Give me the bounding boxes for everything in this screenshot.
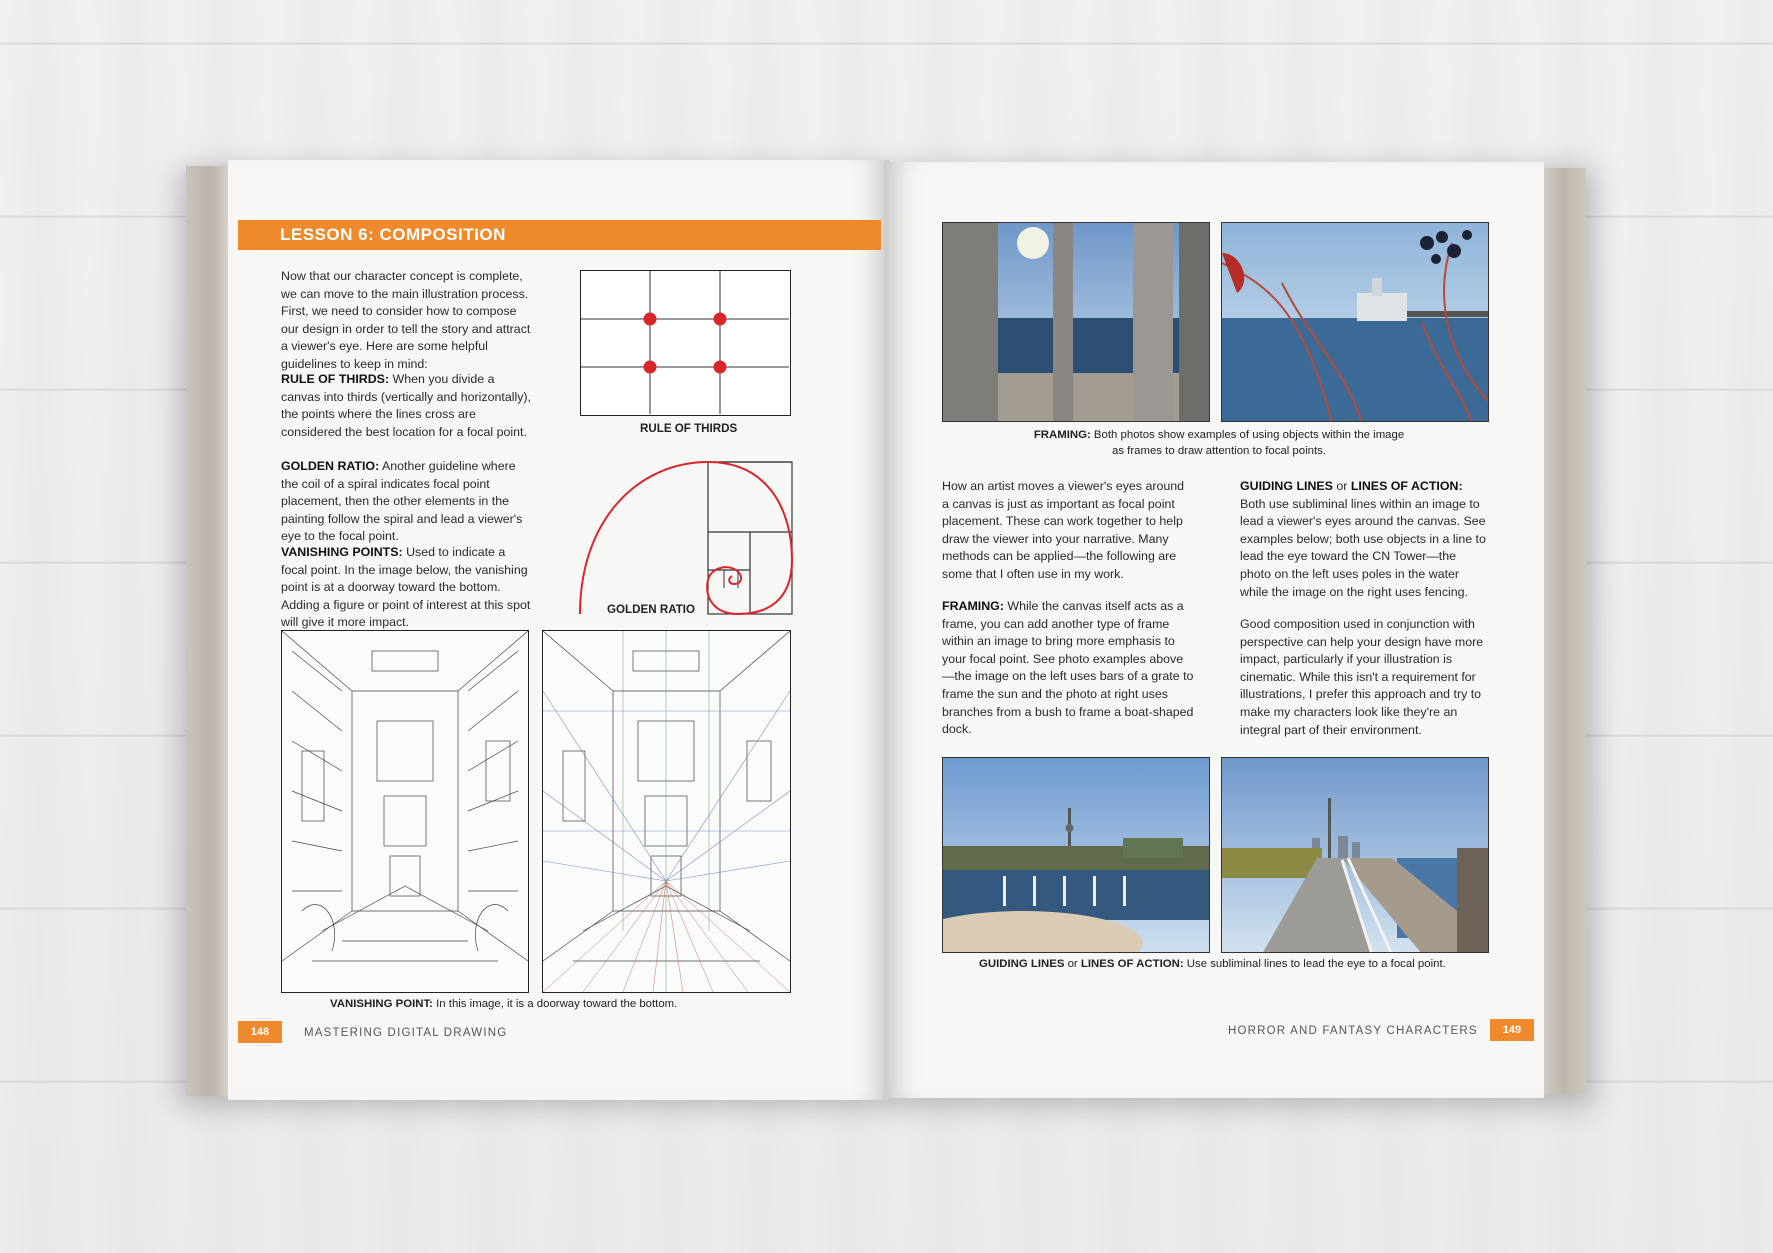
rule-of-thirds-caption: RULE OF THIRDS (640, 422, 738, 435)
framing-caption-body: Both photos show examples of using objects within the image as frames to draw attention to focal points. (1090, 429, 1405, 457)
golden-spiral (580, 462, 792, 614)
rule-of-thirds-grid (581, 271, 789, 414)
poles-photo-art (943, 758, 1210, 953)
page-edges-right (1540, 168, 1586, 1094)
lesson-banner (238, 220, 881, 250)
golden-ratio-paragraph (281, 458, 533, 546)
golden-ratio-heading: GOLDEN RATIO: (281, 459, 380, 473)
framing-caption-heading: FRAMING: (1033, 429, 1091, 441)
bottom-caption-heading-b: LINES OF ACTION: (1080, 958, 1184, 970)
page-number-left: 148 (238, 1021, 282, 1043)
right-page (884, 162, 1544, 1098)
alley-illustration-plain (281, 630, 529, 993)
vanishing-point-caption (330, 998, 677, 1010)
guiding-lines-photo-poles (942, 757, 1210, 953)
vanishing-point-caption-body: In this image, it is a doorway toward the bottom. (432, 998, 678, 1010)
framing-photo-grate (942, 222, 1210, 422)
vanishing-point-caption-heading: VANISHING POINT: (330, 998, 433, 1010)
golden-ratio-caption: GOLDEN RATIO (607, 603, 696, 616)
lesson-title: LESSON 6: COMPOSITION (280, 225, 506, 244)
rule-of-thirds-body: When you divide a canvas into thirds (vertically and horizontally), the points where the lines cross are considered the best location for a focal point. (281, 372, 531, 439)
framing-photo-branches (1221, 222, 1489, 422)
running-head-right: HORROR AND FANTASY CHARACTERS (1228, 1025, 1478, 1037)
framing-body: While the canvas itself acts as a frame, you can add another type of frame within an image to bring more emphasis to your focal point. See photo examples above—the image on the left uses bars of a grate to frame the sun and the photo at right uses branches from a bush to frame a boat-shaped dock. (942, 599, 1194, 737)
rule-of-thirds-diagram (580, 270, 791, 416)
bottom-caption-body: Use subliminal lines to lead the eye to a focal point. (1183, 958, 1446, 970)
focal-point-dot (714, 361, 727, 374)
page-edges-left (186, 166, 228, 1096)
intro-paragraph: Now that our character concept is complete, we can move to the main illustration process. First, we need to consider how to compose our design in order to tell the story and attract a viewer's eye. Here are some helpful guidelines to keep in mind: (281, 269, 531, 371)
branches-photo-art (1222, 223, 1489, 422)
alley-line-art (282, 631, 528, 992)
guiding-lines-paragraph (1240, 478, 1490, 601)
focal-point-dot (644, 361, 657, 374)
bottom-caption-or: or (1064, 958, 1081, 970)
golden-ratio-body: Another guideline where the coil of a spiral indicates focal point placement, then the other elements in the painting follow the spiral and lead a viewer's eye to the focal point. (281, 459, 523, 544)
framing-paragraph (942, 598, 1194, 739)
guiding-lines-or: or (1332, 479, 1351, 493)
framing-heading: FRAMING: (942, 599, 1004, 613)
guiding-lines-photo-fence (1221, 757, 1489, 953)
focal-point-dot (714, 313, 727, 326)
vanishing-points-body: Used to indicate a focal point. In the image below, the vanishing point is at a doorway toward the bottom. Adding a figure or point of interest at this spot will give it more impact. (281, 545, 531, 630)
framing-photos-caption (1029, 427, 1409, 459)
guiding-lines-body: Both use subliminal lines within an image to lead a viewer's eyes around the canvas. See examples below; both use objects in a line to lead the eye toward the CN Tower—the photo on the left uses poles in the water while the image on the right uses fencing. (1240, 496, 1486, 599)
rule-of-thirds-paragraph (281, 371, 533, 441)
running-head-left: MASTERING DIGITAL DRAWING (304, 1027, 508, 1039)
bottom-caption-heading-a: GUIDING LINES (979, 958, 1065, 970)
rule-of-thirds-heading: RULE OF THIRDS: (281, 372, 390, 386)
composition-perspective-paragraph: Good composition used in conjunction with perspective can help your design have more impact, particularly if your illustration is cinematic. While this isn't a requirement for illustrations, I prefer this approach and try to make my characters look like they're an integral part of their environment. (1240, 617, 1484, 737)
focal-point-dot (644, 313, 657, 326)
golden-ratio-diagram (578, 460, 794, 616)
guiding-lines-photos-caption (979, 958, 1446, 970)
vanishing-points-heading: VANISHING POINTS: (281, 545, 403, 559)
alley-perspective-lines (543, 631, 790, 992)
left-page (228, 160, 890, 1100)
guiding-lines-heading-a: GUIDING LINES (1240, 479, 1333, 493)
page-number-right: 149 (1490, 1019, 1534, 1041)
guiding-lines-heading-b: LINES OF ACTION: (1350, 479, 1463, 493)
eye-movement-paragraph: How an artist moves a viewer's eyes around a canvas is just as important as focal point placement. These can work together to help draw the viewer into your narrative. Many methods can be applied—the following are some that I often use in my work. (942, 479, 1185, 581)
grate-photo-art (943, 223, 1210, 422)
vanishing-points-paragraph (281, 544, 533, 632)
alley-illustration-perspective (542, 630, 791, 993)
fence-photo-art (1222, 758, 1489, 953)
